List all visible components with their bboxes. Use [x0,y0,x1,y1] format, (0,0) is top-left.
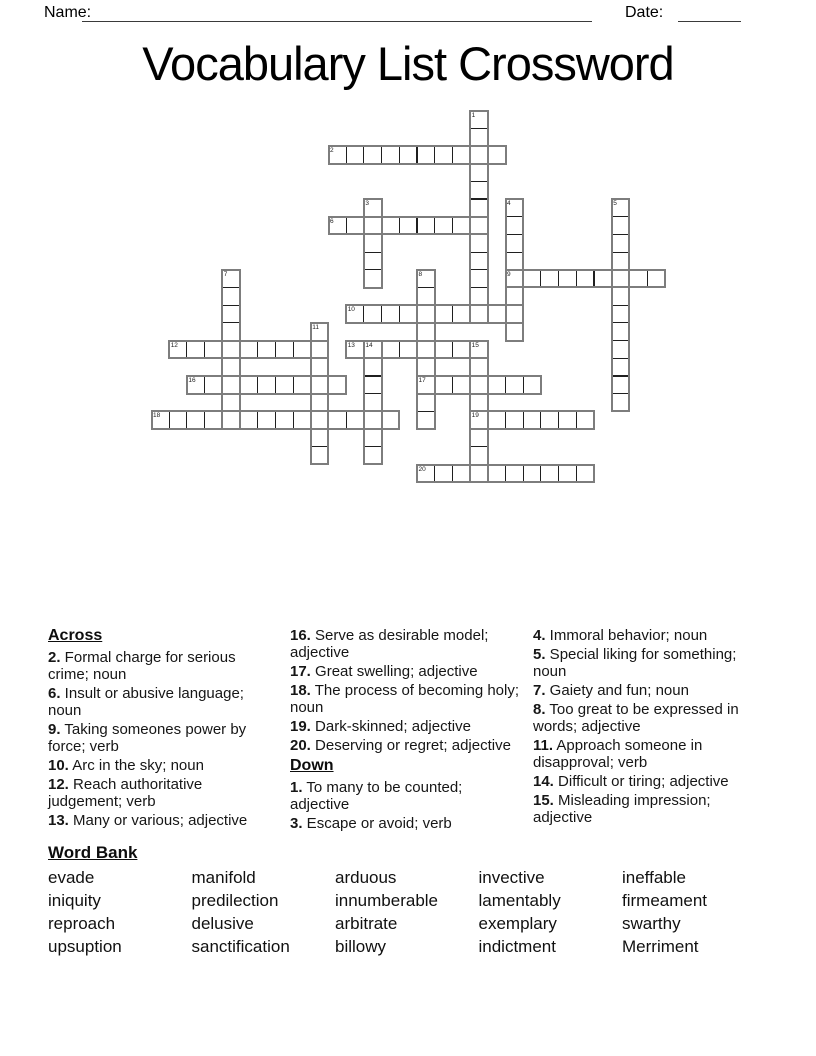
clue-number: 4. [533,627,546,644]
clue-item: 19. Dark-skinned; adjective [290,718,471,735]
clue-item: 17. Great swelling; adjective [290,663,478,680]
grid-cell[interactable] [240,340,259,359]
grid-cell[interactable] [399,216,418,235]
grid-cell[interactable] [470,181,489,200]
clue-number: 5. [533,646,546,663]
grid-cell-number: 14 [365,341,373,349]
grid-cell[interactable] [576,269,595,288]
grid-cell[interactable] [505,305,524,324]
grid-cell[interactable] [399,340,418,359]
grid-cell[interactable] [576,411,595,430]
grid-cell[interactable] [505,464,524,483]
page-title: Vocabulary List Crossword [142,37,674,90]
grid-cell[interactable] [470,340,489,359]
grid-cell[interactable] [434,464,453,483]
grid-cell-number: 15 [471,341,479,349]
grid-cell[interactable] [293,411,312,430]
grid-cell[interactable] [611,305,630,324]
grid-cell[interactable] [611,322,630,341]
clue-item: 12. Reach authoritative judgement; verb [48,776,203,810]
grid-cell[interactable] [523,464,542,483]
clue-number: 12. [48,776,69,793]
grid-cell[interactable] [363,393,382,412]
grid-cell[interactable] [328,376,347,395]
grid-cell[interactable] [470,216,489,235]
word-bank-column [479,866,621,958]
word-bank-item: evade [48,868,95,887]
word-bank-item: billowy [335,937,387,956]
grid-cell-number: 12 [170,341,178,349]
grid-cell[interactable] [363,269,382,288]
clue-item: 6. Insult or abusive language; noun [48,685,244,719]
grid-cell[interactable] [470,287,489,306]
grid-cell[interactable] [505,216,524,235]
word-bank-item: innumberable [335,891,439,910]
grid-cell[interactable] [310,376,329,395]
grid-cell[interactable] [417,287,436,306]
across-clues-list-continued [290,627,522,754]
grid-cell[interactable] [434,305,453,324]
clues-column-middle [290,627,522,834]
grid-cell[interactable] [346,305,365,324]
word-bank-item: predilection [191,891,279,910]
grid-cell[interactable] [186,340,205,359]
grid-cell[interactable] [452,145,471,164]
grid-cell-number: 7 [223,270,228,278]
clue-item: 7. Gaiety and fun; noun [533,682,689,699]
word-bank-item: Merriment [622,937,699,956]
grid-cell[interactable] [417,393,436,412]
grid-cell[interactable] [487,145,506,164]
grid-cell-number: 13 [347,341,355,349]
clue-number: 18. [290,682,311,699]
clue-item: 11. Approach someone in disapproval; verb [533,737,703,771]
grid-cell-number: 20 [418,465,426,473]
clue-number: 13. [48,812,69,829]
word-bank-column [335,866,477,958]
grid-cell[interactable] [487,376,506,395]
grid-cell[interactable] [222,287,241,306]
grid-cell[interactable] [629,269,648,288]
grid-cell[interactable] [452,376,471,395]
grid-cell[interactable] [505,411,524,430]
clue-number: 8. [533,701,546,718]
grid-cell[interactable] [505,234,524,253]
clues-column-across [48,627,280,831]
grid-cell[interactable] [505,322,524,341]
grid-cell[interactable] [540,269,559,288]
grid-cell-number: 9 [507,270,511,278]
clues-column-down [533,627,757,828]
grid-cell[interactable] [470,464,489,483]
grid-cell[interactable] [611,234,630,253]
clue-item: 10. Arc in the sky; noun [48,757,204,774]
grid-cell[interactable] [381,216,400,235]
grid-cell[interactable] [452,305,471,324]
grid-cell[interactable] [417,322,436,341]
down-clues-list [290,779,522,832]
grid-cell[interactable] [434,376,453,395]
clue-item: 15. Misleading impression; adjective [533,792,711,826]
clue-number: 2. [48,649,61,666]
clue-number: 20. [290,737,311,754]
word-bank-item: ineffable [622,868,686,887]
grid-cell[interactable] [470,358,489,377]
across-heading: Across [48,627,103,644]
grid-cell-number: 10 [347,306,355,314]
grid-cell[interactable] [417,145,436,164]
grid-cell[interactable] [505,376,524,395]
grid-cell[interactable] [363,305,382,324]
grid-cell[interactable] [293,376,312,395]
word-bank-item: sanctification [191,937,290,956]
grid-cell[interactable] [363,216,382,235]
grid-cell[interactable] [470,199,489,218]
grid-cell[interactable] [470,128,489,147]
grid-cell[interactable] [540,464,559,483]
grid-cell[interactable] [328,216,347,235]
grid-cell[interactable] [470,411,489,430]
grid-cell[interactable] [363,446,382,465]
grid-cell[interactable] [346,411,365,430]
grid-cell[interactable] [346,216,365,235]
grid-cell[interactable] [169,411,188,430]
grid-cell[interactable] [417,376,436,395]
grid-cell[interactable] [487,305,506,324]
grid-cell[interactable] [240,376,259,395]
crossword-grid [151,110,665,482]
grid-cell[interactable] [204,340,223,359]
grid-cell[interactable] [381,305,400,324]
grid-cell[interactable] [186,376,205,395]
grid-cell[interactable] [523,269,542,288]
word-bank-item: arbitrate [335,914,398,933]
grid-cell[interactable] [346,145,365,164]
grid-cell[interactable] [310,393,329,412]
grid-cell[interactable] [310,340,329,359]
grid-cell-number: 5 [613,200,617,207]
grid-cell[interactable] [328,411,347,430]
grid-cell[interactable] [222,411,241,430]
clue-item: 20. Deserving or regret; adjective [290,737,511,754]
grid-cell[interactable] [151,411,170,430]
grid-cell[interactable] [470,376,489,395]
clue-item: 1. To many to be counted; adjective [290,779,463,813]
grid-cell[interactable] [275,376,294,395]
word-bank-item: arduous [335,868,397,887]
clue-item: 2. Formal charge for serious crime; noun [48,649,236,683]
grid-cell[interactable] [487,464,506,483]
word-bank-column [622,866,764,958]
word-bank-item: invective [478,868,545,887]
grid-cell[interactable] [470,234,489,253]
grid-cell[interactable] [611,252,630,271]
grid-cell[interactable] [417,216,436,235]
grid-cell[interactable] [470,269,489,288]
clue-number: 15. [533,792,554,809]
clue-number: 6. [48,685,61,702]
grid-cell[interactable] [363,340,382,359]
grid-cell[interactable] [310,446,329,465]
clue-item: 13. Many or various; adjective [48,812,248,829]
grid-cell[interactable] [611,199,630,218]
grid-cell[interactable] [275,411,294,430]
grid-cell[interactable] [222,269,241,288]
grid-cell[interactable] [417,464,436,483]
grid-cell[interactable] [470,163,489,182]
grid-cell[interactable] [363,376,382,395]
grid-cell[interactable] [328,145,347,164]
grid-cell-number: 1 [471,111,476,119]
clue-number: 19. [290,718,311,735]
grid-cell[interactable] [611,287,630,306]
word-bank-item: exemplary [478,914,557,933]
word-bank-column [48,866,190,958]
grid-cell[interactable] [505,252,524,271]
grid-cell-number: 3 [365,200,370,207]
word-bank-item: upsuption [48,937,122,956]
grid-cell[interactable] [594,269,613,288]
grid-cell[interactable] [505,199,524,218]
grid-cell[interactable] [470,252,489,271]
clue-item: 14. Difficult or tiring; adjective [533,773,729,790]
grid-cell[interactable] [452,216,471,235]
grid-cell[interactable] [470,110,489,129]
grid-cell-number: 8 [418,270,423,278]
grid-cell[interactable] [222,340,241,359]
grid-cell[interactable] [275,340,294,359]
grid-cell[interactable] [363,252,382,271]
clue-number: 17. [290,663,311,680]
clue-number: 11. [533,737,554,754]
grid-cell-number: 18 [153,412,161,420]
down-clues-list-continued [533,627,757,826]
grid-cell[interactable] [186,411,205,430]
grid-cell[interactable] [611,376,630,395]
clue-item: 16. Serve as desirable model; adjective [290,627,489,661]
grid-cell[interactable] [363,358,382,377]
grid-cell[interactable] [470,305,489,324]
grid-cell[interactable] [310,358,329,377]
grid-cell[interactable] [240,411,259,430]
grid-cell[interactable] [363,411,382,430]
across-clues-list [48,649,280,829]
grid-cell[interactable] [363,429,382,448]
grid-cell[interactable] [204,376,223,395]
grid-cell[interactable] [611,393,630,412]
grid-cell[interactable] [417,411,436,430]
grid-cell[interactable] [505,269,524,288]
grid-cell[interactable] [222,358,241,377]
grid-cell[interactable] [310,411,329,430]
grid-cell[interactable] [417,269,436,288]
grid-cell[interactable] [222,376,241,395]
grid-cell[interactable] [434,340,453,359]
clue-number: 10. [48,757,69,774]
grid-cell-number: 19 [471,412,479,420]
grid-cell[interactable] [576,464,595,483]
grid-cell[interactable] [222,322,241,341]
grid-cell[interactable] [204,411,223,430]
clue-item: 5. Special liking for something; noun [533,646,737,680]
date-blank-line[interactable] [678,2,741,22]
clue-item: 8. Too great to be expressed in words; adjective [533,701,739,735]
grid-cell[interactable] [363,234,382,253]
word-bank-item: iniquity [48,891,101,910]
grid-cell[interactable] [523,376,542,395]
grid-cell[interactable] [399,305,418,324]
word-bank-item: lamentably [478,891,561,910]
grid-cell[interactable] [647,269,666,288]
grid-cell[interactable] [363,145,382,164]
grid-cell[interactable] [222,305,241,324]
grid-cell-number: 17 [418,377,426,384]
grid-cell[interactable] [487,411,506,430]
grid-cell[interactable] [558,269,577,288]
grid-cell[interactable] [381,340,400,359]
grid-cell[interactable] [452,464,471,483]
grid-cell[interactable] [346,340,365,359]
word-bank-item: swarthy [622,914,681,933]
grid-cell-number: 16 [188,377,196,384]
grid-cell[interactable] [434,145,453,164]
grid-cell-number: 2 [330,146,334,154]
grid-cell[interactable] [257,340,276,359]
clue-number: 9. [48,721,61,738]
grid-cell[interactable] [470,393,489,412]
grid-cell[interactable] [611,340,630,359]
grid-cell[interactable] [611,269,630,288]
grid-cell[interactable] [381,145,400,164]
date-label: Date: [625,4,664,21]
grid-cell[interactable] [417,340,436,359]
clue-item: 9. Taking someones power by force; verb [48,721,247,755]
name-label: Name: [44,4,92,21]
grid-cell-number: 4 [507,200,511,207]
grid-cell[interactable] [470,145,489,164]
word-bank-item: reproach [48,914,116,933]
grid-cell[interactable] [434,216,453,235]
grid-cell-number: 6 [330,217,334,225]
grid-cell[interactable] [540,411,559,430]
grid-cell[interactable] [452,340,471,359]
grid-cell[interactable] [399,145,418,164]
grid-cell[interactable] [558,411,577,430]
word-bank-item: delusive [191,914,254,933]
grid-cell[interactable] [381,411,400,430]
grid-cell[interactable] [257,411,276,430]
grid-cell[interactable] [293,340,312,359]
grid-cell[interactable] [505,287,524,306]
grid-cell[interactable] [310,429,329,448]
clue-number: 14. [533,773,554,790]
clue-item: 3. Escape or avoid; verb [290,815,452,832]
clue-item: 18. The process of becoming holy; noun [290,682,520,716]
word-bank-item: indictment [478,937,556,956]
grid-cell[interactable] [417,358,436,377]
clue-item: 4. Immoral behavior; noun [533,627,708,644]
word-bank-heading: Word Bank [48,843,138,862]
grid-cell[interactable] [222,393,241,412]
word-bank-column [192,866,334,958]
clue-number: 16. [290,627,311,644]
clue-number: 1. [290,779,303,796]
grid-cell[interactable] [470,446,489,465]
down-heading: Down [290,757,334,774]
word-bank-item: firmeament [622,891,708,910]
clue-number: 7. [533,682,546,699]
word-bank-item: manifold [191,868,256,887]
grid-cell[interactable] [257,376,276,395]
grid-cell[interactable] [417,305,436,324]
grid-cell[interactable] [363,199,382,218]
grid-cell[interactable] [310,322,329,341]
grid-cell[interactable] [558,464,577,483]
grid-cell[interactable] [523,411,542,430]
name-blank-line[interactable] [82,2,592,22]
grid-cell[interactable] [611,216,630,235]
clue-number: 3. [290,815,303,832]
grid-cell-number: 11 [312,323,320,331]
grid-cell[interactable] [611,358,630,377]
grid-cell[interactable] [470,429,489,448]
grid-cell[interactable] [169,340,188,359]
